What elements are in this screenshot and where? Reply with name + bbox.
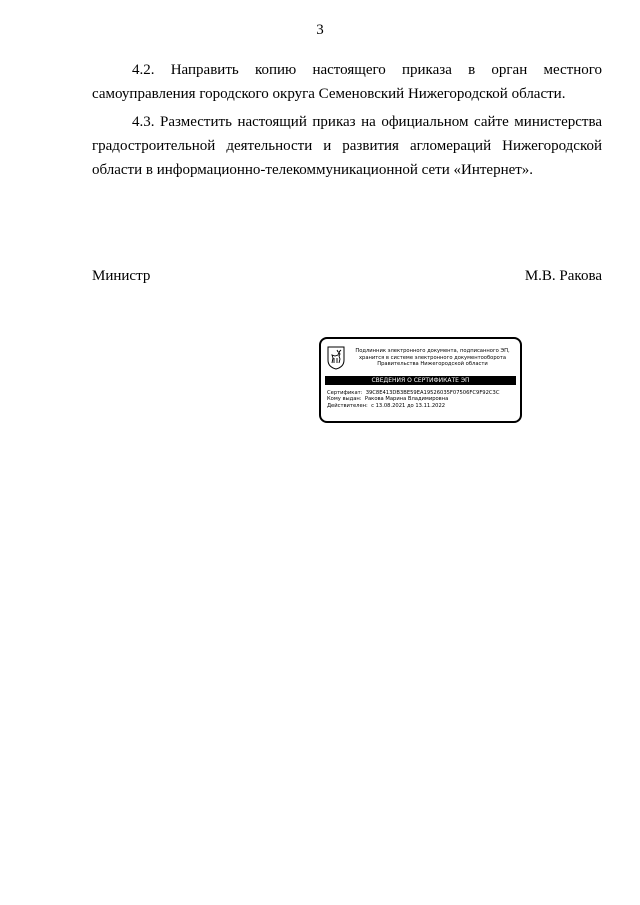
stamp-note-line: Правительства Нижегородской области: [377, 361, 488, 368]
stamp-note: [351, 348, 514, 367]
certificate-label: Сертификат:: [327, 390, 363, 396]
issued-to-label: Кому выдан:: [327, 396, 362, 403]
signatory-name: М.В. Ракова: [524, 268, 602, 284]
issued-to-value: Ракова Марина Владимировна: [364, 396, 449, 403]
stamp-note-line: хранится в системе электронного документооборота: [358, 354, 507, 361]
stamp-title-bar: СВЕДЕНИЯ О СЕРТИФИКАТЕ ЭП: [325, 376, 516, 385]
signatory-position: Министр: [92, 268, 151, 284]
deer-emblem-icon: [327, 346, 345, 370]
validity-label: Действителен:: [327, 402, 368, 409]
page-number: 3: [316, 22, 324, 38]
signature-block: [92, 268, 602, 285]
stamp-note-line: Подлинник электронного документа, подписанного ЭП,: [355, 348, 510, 355]
validity-value: с 13.08.2021 до 13.11.2022: [371, 402, 446, 409]
electronic-signature-stamp: [319, 337, 522, 423]
validity-row: [327, 403, 514, 409]
certificate-value: 39C8E413DB3BE59EA19526035F07506FC9F92C3C: [365, 390, 500, 396]
paragraph-text: 4.3. Разместить настоящий приказ на официальном сайте министерства градостроительной деятельности и развития агломераций Нижегородской области в информационно-телекоммуникационной сети «Интернет».: [92, 114, 602, 178]
stamp-header: [327, 343, 514, 373]
paragraph-4-2: [92, 58, 602, 106]
paragraph-text: 4.2. Направить копию настоящего приказа в орган местного самоуправления городского округа Семеновский Нижегородской области.: [92, 62, 602, 102]
paragraph-4-3: [92, 110, 602, 182]
